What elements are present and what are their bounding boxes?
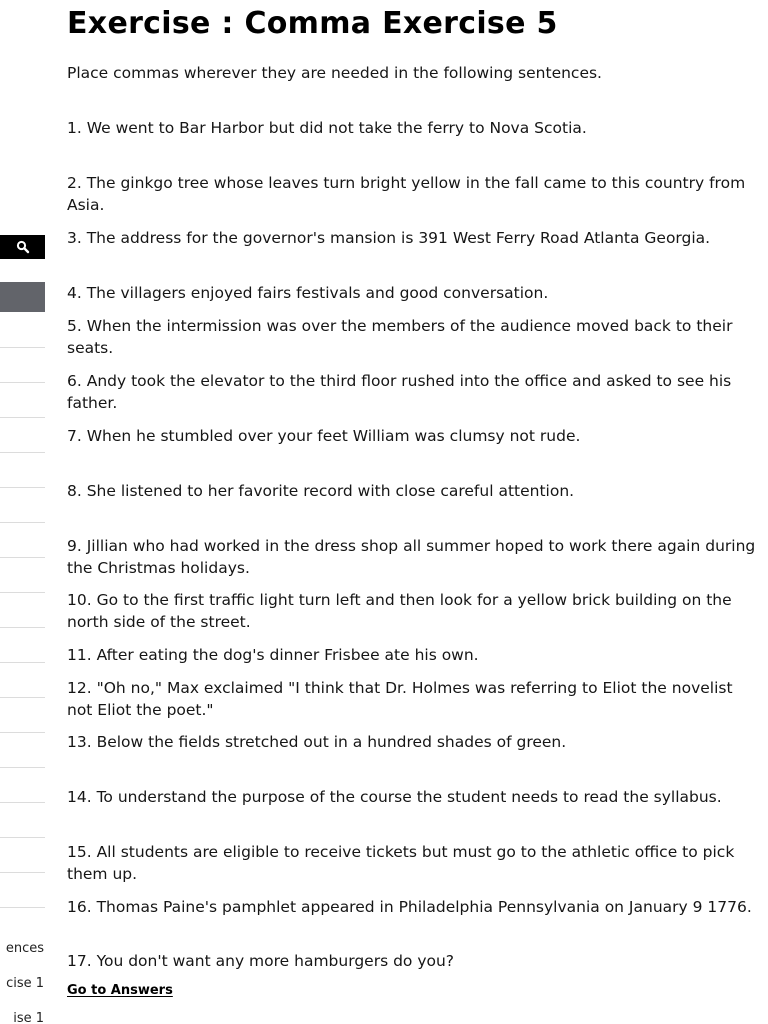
sentence-4: 4. The villagers enjoyed fairs festivals and good conversation.: [67, 284, 549, 302]
sentence-8: 8. She listened to her favorite record with close careful attention.: [67, 482, 575, 500]
sentence-10: 10. Go to the first traffic light turn left and then look for a yellow brick building on the north side of the street.: [67, 591, 732, 631]
sentence-9: 9. Jillian who had worked in the dress shop all summer hoped to work there again during the Christmas holidays.: [67, 537, 756, 577]
sentence-15: 15. All students are eligible to receive tickets but must go to the athletic office to pick them up.: [67, 843, 735, 883]
search-button[interactable]: [0, 235, 45, 259]
sidebar-item[interactable]: [0, 558, 45, 593]
sidebar-item[interactable]: [0, 733, 45, 768]
sidebar-item[interactable]: [0, 698, 45, 733]
sentence-16: 16. Thomas Paine's pamphlet appeared in Philadelphia Pennsylvania on January 9 1776.: [67, 898, 752, 916]
sidebar-item[interactable]: [0, 768, 45, 803]
sentence-12: 12. "Oh no," Max exclaimed "I think that Dr. Holmes was referring to Eliot the novelist not Eliot the poet.": [67, 679, 733, 719]
sidebar-item[interactable]: [0, 593, 45, 628]
sidebar-item[interactable]: [0, 453, 45, 488]
sidebar-item[interactable]: [0, 488, 45, 523]
sidebar-item[interactable]: [0, 348, 45, 383]
sentence-6: 6. Andy took the elevator to the third floor rushed into the office and asked to see his father.: [67, 372, 732, 412]
sentence-3: 3. The address for the governor's mansion is 391 West Ferry Road Atlanta Georgia.: [67, 229, 711, 247]
sidebar: [0, 0, 46, 1024]
sidebar-item-active[interactable]: [0, 282, 45, 312]
sidebar-item[interactable]: [0, 383, 45, 418]
sidebar-item[interactable]: [0, 803, 45, 838]
sidebar-item[interactable]: [0, 838, 45, 873]
sentence-1: 1. We went to Bar Harbor but did not take the ferry to Nova Scotia.: [67, 119, 587, 137]
sidebar-item[interactable]: [0, 313, 45, 348]
sidebar-item[interactable]: [0, 873, 45, 908]
page-title: Exercise : Comma Exercise 5: [67, 6, 558, 41]
sentence-13: 13. Below the fields stretched out in a hundred shades of green.: [67, 733, 567, 751]
sidebar-item[interactable]: [0, 418, 45, 453]
sentence-2: 2. The ginkgo tree whose leaves turn bright yellow in the fall came to this country from Asia.: [67, 174, 746, 214]
sentence-5: 5. When the intermission was over the members of the audience moved back to their seats.: [67, 317, 733, 357]
go-to-answers-link[interactable]: Go to Answers: [67, 983, 173, 998]
sidebar-item-sentences[interactable]: ences: [5, 941, 44, 956]
sidebar-item[interactable]: [0, 663, 45, 698]
sentence-7: 7. When he stumbled over your feet William was clumsy not rude.: [67, 427, 581, 445]
sidebar-item[interactable]: [0, 628, 45, 663]
sidebar-item-exercise-1b[interactable]: ise 1: [13, 1011, 44, 1024]
sentence-17: 17. You don't want any more hamburgers do you?: [67, 952, 455, 970]
search-icon: [16, 240, 30, 254]
sidebar-item-exercise-1[interactable]: cise 1: [6, 976, 44, 991]
instructions: Place commas wherever they are needed in the following sentences.: [67, 64, 602, 82]
sentence-11: 11. After eating the dog's dinner Frisbee ate his own.: [67, 646, 479, 664]
sentence-14: 14. To understand the purpose of the course the student needs to read the syllabus.: [67, 788, 722, 806]
sidebar-item[interactable]: [0, 523, 45, 558]
